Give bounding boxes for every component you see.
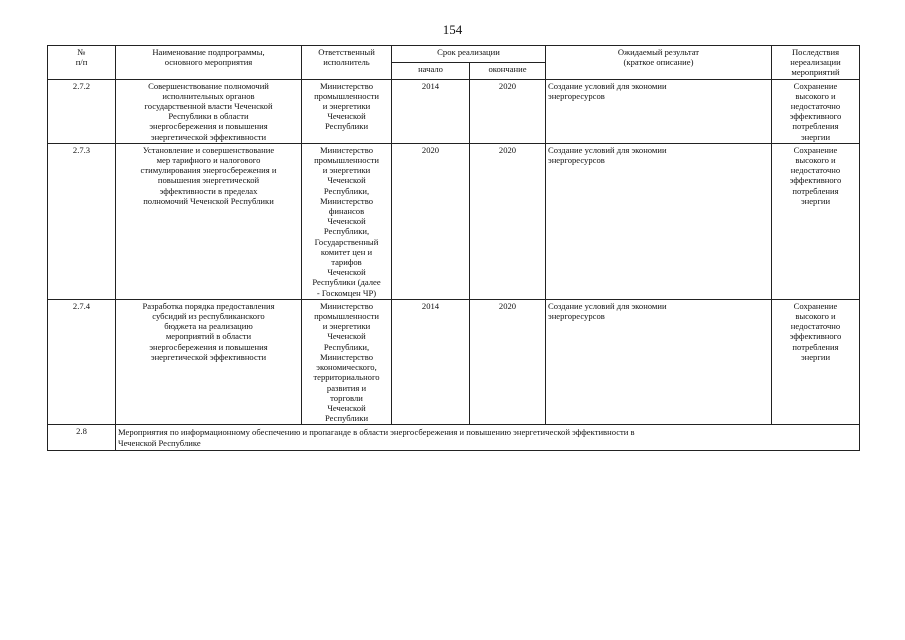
section-num: 2.8 — [48, 425, 116, 450]
page-number: 154 — [442, 22, 463, 37]
cell-responsible: Министерство промышленности и энергетики Чеченской Республики, Министерство экономического, территориального развития и торговли Чеченской Республики — [302, 299, 392, 424]
cell-start: 2020 — [392, 143, 470, 299]
cell-result: Создание условий для экономии энергоресурсов — [546, 79, 772, 143]
cell-end: 2020 — [470, 79, 546, 143]
program-table — [47, 45, 860, 451]
header-responsible: Ответственный исполнитель — [302, 46, 392, 80]
cell-start: 2014 — [392, 299, 470, 424]
cell-name: Совершенствование полномочий исполнительных органов государственной власти Чеченской Республики в области энергосбережения и повышения энергетической эффективности — [116, 79, 302, 143]
cell-num: 2.7.3 — [48, 143, 116, 299]
cell-name: Разработка порядка предоставления субсидий из республиканского бюджета на реализацию мероприятий в области энергосбережения и повышения энергетической эффективности — [116, 299, 302, 424]
cell-name: Установление и совершенствование мер тарифного и налогового стимулирования энергосбережения и повышения энергетической эффективности в пределах полномочий Чеченской Республики — [116, 143, 302, 299]
cell-end: 2020 — [470, 143, 546, 299]
header-row-1 — [48, 46, 860, 63]
header-consequences: Последствия нереализации мероприятий — [772, 46, 860, 80]
cell-num: 2.7.2 — [48, 79, 116, 143]
header-num: № п/п — [48, 46, 116, 80]
cell-consequences: Сохранение высокого и недостаточно эффективного потребления энергии — [772, 299, 860, 424]
header-name: Наименование подпрограммы, основного мероприятия — [116, 46, 302, 80]
header-result: Ожидаемый результат (краткое описание) — [546, 46, 772, 80]
table-row — [48, 79, 860, 143]
cell-responsible: Министерство промышленности и энергетики Чеченской Республики, Министерство финансов Чеченской Республики, Государственный комитет цен и тарифов Чеченской Республики (далее - Госкомцен ЧР) — [302, 143, 392, 299]
cell-result: Создание условий для экономии энергоресурсов — [546, 299, 772, 424]
header-period: Срок реализации — [392, 46, 546, 63]
section-title: Мероприятия по информационному обеспечению и пропаганде в области энергосбережения и повышению энергетической эффективности в Чеченской Республике — [116, 425, 860, 450]
cell-consequences: Сохранение высокого и недостаточно эффективного потребления энергии — [772, 79, 860, 143]
table-row — [48, 299, 860, 424]
cell-responsible: Министерство промышленности и энергетики Чеченской Республики — [302, 79, 392, 143]
table-row — [48, 143, 860, 299]
header-start: начало — [392, 62, 470, 79]
cell-end: 2020 — [470, 299, 546, 424]
cell-start: 2014 — [392, 79, 470, 143]
cell-consequences: Сохранение высокого и недостаточно эффективного потребления энергии — [772, 143, 860, 299]
cell-result: Создание условий для экономии энергоресурсов — [546, 143, 772, 299]
cell-num: 2.7.4 — [48, 299, 116, 424]
section-row — [48, 425, 860, 450]
header-end: окончание — [470, 62, 546, 79]
